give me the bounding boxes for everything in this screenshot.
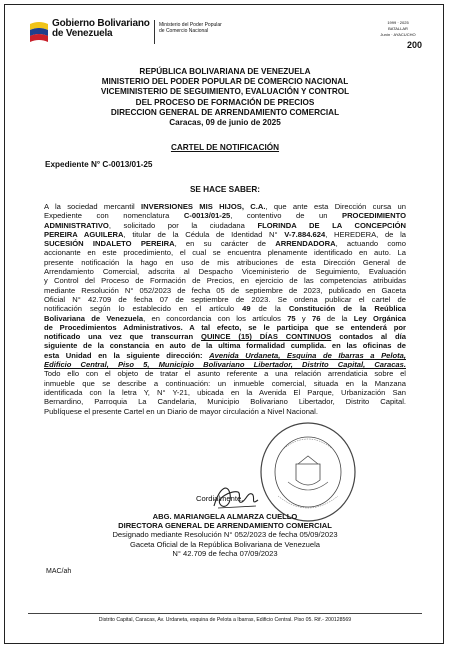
body-line: Arrendamiento Comercial, adscrita al Despacho Viceministerio de Seguimiento, Evaluación	[44, 267, 406, 277]
body-line: esta Unidad en la siguiente dirección: Avenida Urdaneta, Esquina de Ibarras a Pelota,	[44, 350, 406, 360]
bicentennial-number: 200	[406, 40, 422, 50]
footer-address: Distrito Capital, Caracas, Av. Urdaneta, esquina de Pelota a Ibarras, Edificio Central. Piso 05. Rif.- 200128569	[98, 617, 352, 623]
hace-saber-heading: SE HACE SABER:	[189, 185, 261, 194]
title-line3: VICEMINISTERIO DE SEGUIMIENTO, EVALUACIÓN Y CONTROL	[100, 87, 350, 97]
title-line2: MINISTERIO DEL PODER POPULAR DE COMERCIO NACIONAL	[101, 77, 349, 87]
bicentennial-logo	[374, 18, 422, 52]
header-separator	[154, 20, 155, 44]
logo-text-line1: Gobierno Bolivariano	[52, 18, 150, 29]
body-line: Todo ello con el objeto de tratar el asunto referente a una relación arrendaticia sobre el	[44, 369, 406, 379]
closing-salutation: Cordialmente,	[196, 494, 244, 503]
body-line: Expediente con nomenclatura C-0013/01-25, contentivo de un PROCEDIMIENTO	[44, 211, 406, 221]
signer-designation: Designado mediante Resolución N° 052/2023 de fecha 05/09/2023	[112, 530, 338, 540]
ministry-line2: de Comercio Nacional	[159, 28, 209, 34]
initials-reference: MAC/ah	[46, 568, 72, 575]
body-line: identificada con la letra Y, N° Y-21, ubicada en la Avenida El Parque, Urbanización San	[44, 387, 406, 397]
letterhead	[28, 18, 428, 52]
title-line5: DIRECCION GENERAL DE ARRENDAMIENTO COMERCIAL	[110, 107, 340, 117]
body-line: notificación según lo establecido en el artículo 49 de la Constitución de la Reública	[44, 304, 406, 314]
body-line: SUCESIÓN INDALETO PEREIRA, en su carácter de ARRENDADORA, actuando como	[44, 239, 406, 249]
venezuela-flag-icon	[28, 20, 50, 44]
bicentennial-line1: 1999 · 2025	[387, 20, 409, 25]
body-line: Oficial N° 42.709 de fecha 07 de septiembre de 2023. Se ordena publicar el cartel de	[44, 294, 406, 304]
ministry-line1: Ministerio del Poder Popular	[159, 22, 222, 28]
body-line: y Control del Proceso de Formación de Precios, en ejercicio de las competencias atribuidas	[44, 276, 406, 286]
signer-gazette-number: N° 42.709 de fecha 07/09/2023	[172, 548, 278, 558]
body-line: siguiente de la constancia en auto de la ultima formalidad cumplida. en las oficinas de	[44, 341, 406, 351]
signer-position: DIRECTORA GENERAL DE ARRENDAMIENTO COMERCIAL	[118, 521, 332, 531]
signer-name: ABG. MARIANGELA ALMARZA CUELLO	[152, 512, 298, 521]
signer-block	[0, 512, 450, 558]
body-line: A la sociedad mercantil INVERSIONES MIS HIJOS, C.A., que ante esta Dirección cursa un	[44, 202, 406, 211]
body-line: notificado una vez que transcurran QUINCE (15) DÍAS CONTINUOS contados al día	[44, 332, 406, 342]
body-line: Bernardino, Parroquia La Candelaria, Municipio Bolivariano Libertador, Distrito Capital.	[44, 397, 406, 407]
government-logo	[28, 18, 158, 48]
body-line: inmueble que se describe a continuación: un inmueble comercial, situada en la Manzana	[44, 378, 406, 388]
signer-gazette: Gaceta Oficial de la República Bolivariana de Venezuela	[130, 539, 320, 549]
body-line: Edificio Central, Piso 5, Municipio Bolivariano Libertador, Distrito Capital, Caracas.	[44, 360, 406, 370]
logo-text	[52, 19, 150, 39]
cartel-heading: CARTEL DE NOTIFICACIÓN	[170, 143, 280, 152]
body-line: Publíquese el presente Cartel en un Diario de mayor circulación a Nivel Nacional.	[44, 406, 318, 416]
body-line: presente notificación la hago en uso de mis atribuciones de esta Dirección General de	[44, 257, 406, 267]
body-line: ADMINISTRATIVO, solicitado por la ciudadana FLORINDA DE LA CONCEPCIÓN	[44, 220, 407, 230]
body-line: PEREIRA AGUILERA, titular de la Cédula de Identidad N° V-7.884.624, HEREDERA, de la	[44, 229, 406, 239]
document-title	[0, 67, 450, 128]
body-line: accionante en este procedimiento, el cual se encuentra plenamente identificado en auto. La	[44, 248, 406, 258]
ministry-name	[159, 22, 222, 34]
official-seal-stamp	[258, 420, 358, 524]
title-line4: DEL PROCESO DE FORMACIÓN DE PRECIOS	[135, 97, 315, 107]
bicentennial-line2: BATALLAR	[388, 26, 408, 31]
notification-body	[44, 202, 406, 416]
title-line1: REPÚBLICA BOLIVARIANA DE VENEZUELA	[139, 67, 311, 76]
body-line: Bolivariana de Venezuela, en concordancia con los artículos 75 y 76 de la Ley Orgánica	[44, 313, 406, 323]
handwritten-signature	[206, 476, 266, 516]
expediente-number: Expediente N° C-0013/01-25	[45, 160, 153, 169]
body-line: de Procedimientos Administrativos. A tal efecto, se le participa que se entenderá por	[44, 322, 407, 332]
bicentennial-line3: Junín · AYACUCHO	[380, 32, 416, 37]
footer-divider	[28, 613, 422, 614]
logo-text-line2: de Venezuela	[52, 28, 113, 39]
body-line: mediante Resolución N° 052/2023 de fecha 05 de septiembre de 2023, publicado en Gaceta	[44, 285, 406, 295]
date-line: Caracas, 09 de junio de 2025	[169, 118, 281, 128]
